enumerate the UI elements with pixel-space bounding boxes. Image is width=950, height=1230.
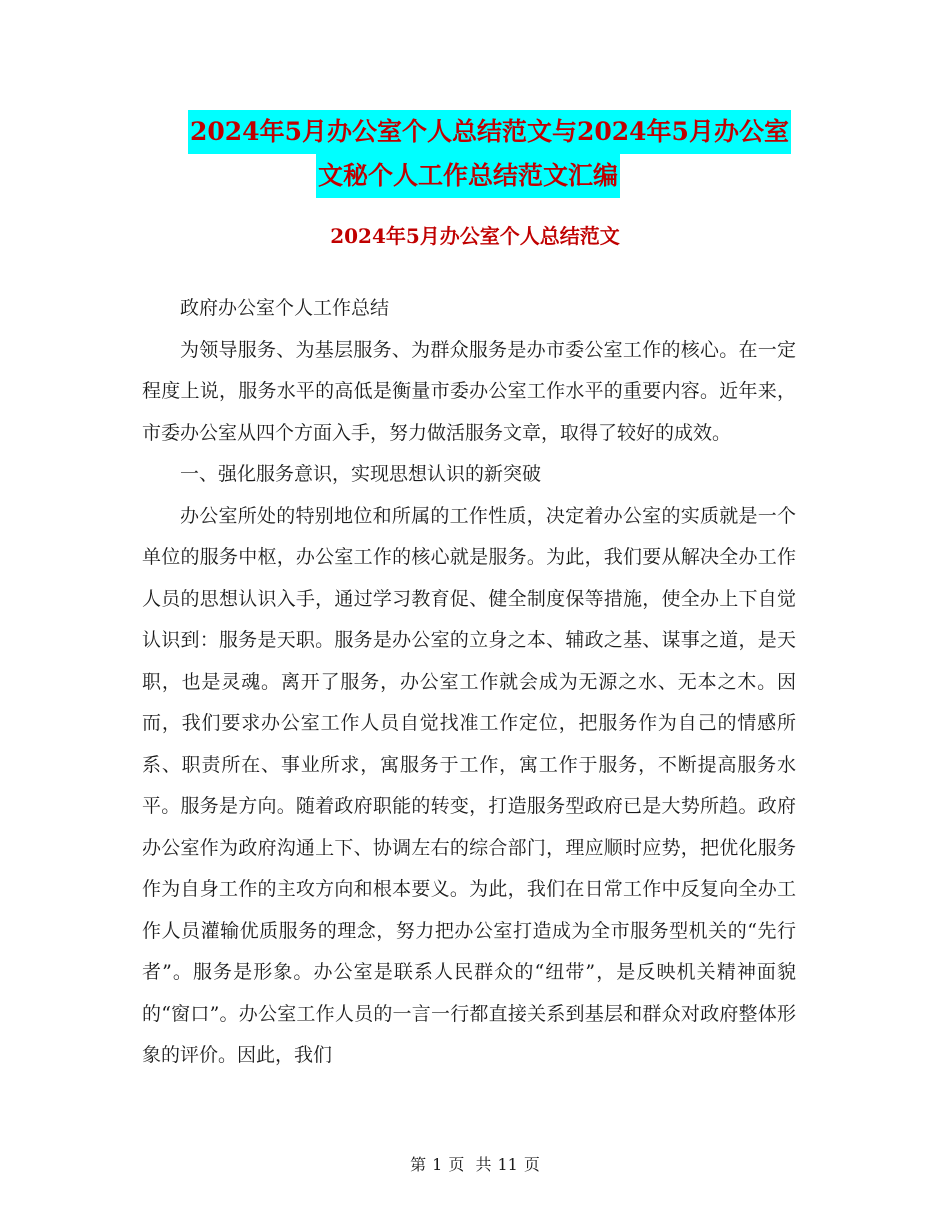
title-line-2: 文秘个人工作总结范文汇编 <box>316 154 620 198</box>
paragraph-heading: 政府办公室个人工作总结 <box>180 297 390 319</box>
footer-total-pages: 11 <box>497 1155 518 1174</box>
footer-page-number: 1 <box>432 1155 443 1174</box>
document-title <box>0 110 950 198</box>
page-footer <box>0 1152 950 1175</box>
document-body <box>142 288 796 1077</box>
title-line-1: 2024年5月办公室个人总结范文与2024年5月办公室 <box>188 110 791 154</box>
footer-suffix: 页 <box>523 1155 540 1174</box>
footer-prefix: 第 <box>410 1155 427 1174</box>
section-subtitle: 2024年5月办公室个人总结范文 <box>330 224 620 248</box>
paragraph: 办公室所处的特别地位和所属的工作性质，决定着办公室的实质就是一个单位的服务中枢，办公室工作的核心就是服务。为此，我们要从解决全办工作人员的思想认识入手，通过学习教育促、健全制度保等措施，使全办上下自觉认识到：服务是天职。服务是办公室的立身之本、辅政之基、谋事之道，是天职，也是灵魂。离开了服务，办公室工作就会成为无源之水、无本之木。因而，我们要求办公室工作人员自觉找准工作定位，把服务作为自己的情感所系、职责所在、事业所求，寓服务于工作，寓工作于服务，不断提高服务水平。服务是方向。随着政府职能的转变，打造服务型政府已是大势所趋。政府办公室作为政府沟通上下、协调左右的综合部门，理应顺时应势，把优化服务作为自身工作的主攻方向和根本要义。为此，我们在日常工作中反复向全办工作人员灌输优质服务的理念，努力把办公室打造成为全市服务型机关的“先行者”。服务是形象。办公室是联系人民群众的“纽带”，是反映机关精神面貌的“窗口”。办公室工作人员的一言一行都直接关系到基层和群众对政府整体形象的评价。因此，我们 <box>142 504 796 1066</box>
paragraph-section-heading: 一、强化服务意识，实现思想认识的新突破 <box>180 463 542 485</box>
footer-middle: 页 共 <box>448 1155 492 1174</box>
paragraph: 为领导服务、为基层服务、为群众服务是办市委公室工作的核心。在一定程度上说，服务水平的高低是衡量市委办公室工作水平的重要内容。近年来，市委办公室从四个方面入手，努力做活服务文章，取得了较好的成效。 <box>142 338 796 444</box>
